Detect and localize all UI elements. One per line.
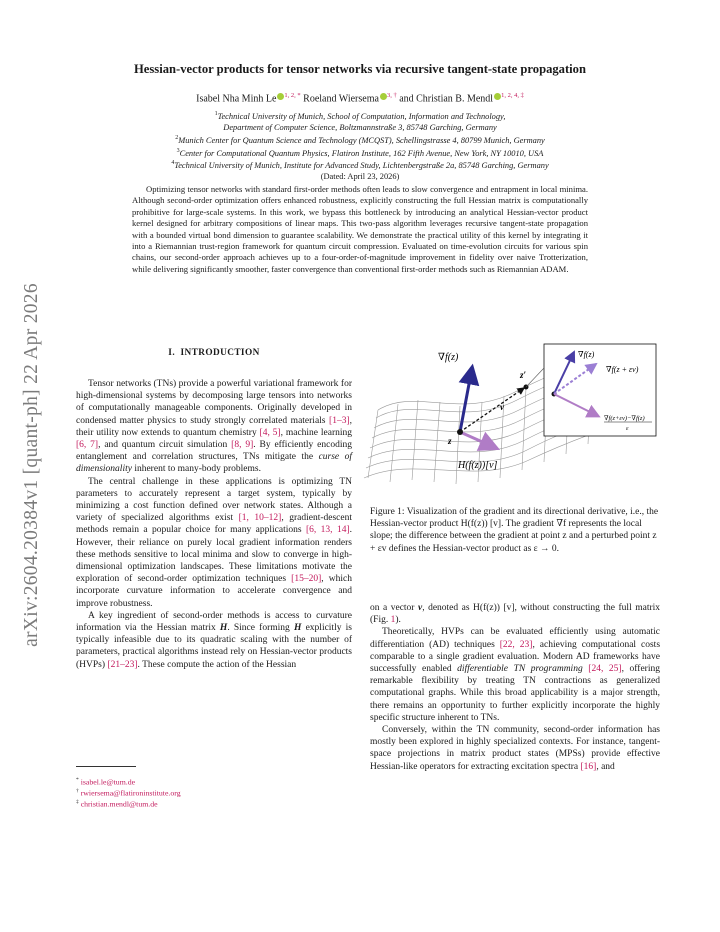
emphasis-text: curse of dimensionality bbox=[76, 452, 352, 475]
citation-link[interactable]: [24, 25] bbox=[588, 664, 622, 675]
gradient-arrow bbox=[460, 368, 472, 432]
citation-link[interactable]: 1 bbox=[390, 615, 396, 626]
text-run: . By efficiently encoding entanglement and correlation structures, TNs mitigate the bbox=[76, 440, 352, 463]
affiliation-line: $^2$Munich Center for Quantum Science and Technology (MCQST), Schellingstrasse 4, 80799 Munich, Germany bbox=[175, 134, 545, 145]
text-run: , and quantum circuit simulation bbox=[98, 440, 232, 451]
inset-label-fraction-denominator: ε bbox=[626, 425, 629, 432]
email-link[interactable]: christian.mendl@tum.de bbox=[80, 799, 158, 809]
citation-link[interactable]: [15–20] bbox=[291, 574, 322, 585]
citation-link[interactable]: [1, 10–12] bbox=[238, 513, 282, 524]
citation-link[interactable]: [4, 5] bbox=[259, 427, 281, 438]
label-v: v bbox=[500, 402, 504, 412]
perturbation-arrow bbox=[460, 388, 524, 432]
citation-link[interactable]: [16] bbox=[580, 761, 597, 772]
affiliation-line: Department of Computer Science, Boltzmannstraße 3, 85748 Garching, Germany bbox=[223, 122, 497, 132]
text-run: , achieving computational costs comparable to a single gradient evaluation. Modern AD frameworks have successfully enabled bbox=[370, 639, 661, 675]
inset-label-gradient: ∇f(z) bbox=[578, 350, 595, 359]
author-name: Christian B. Mendl bbox=[416, 93, 494, 105]
affiliations bbox=[60, 109, 660, 182]
math-symbol: H bbox=[294, 623, 302, 634]
text-run: , gradient-descent methods remain a popular choice for many applications bbox=[76, 513, 352, 536]
paper-title: Hessian-vector products for tensor networks via recursive tangent-state propagation bbox=[134, 62, 586, 76]
label-gradient: ∇f(z) bbox=[438, 352, 459, 363]
text-run: , denoted as H(f(z)) [v], without constructing the full matrix (Fig. bbox=[370, 603, 661, 626]
figure-caption: Figure 1: Visualization of the gradient and its directional derivative, i.e., the Hessian-vector product H(f(z)) [v]. The gradient ∇f represents the local slope; the difference between the gradient at point z and a perturbed point z + εv defines the Hessian-vector product as ε → 0. bbox=[370, 507, 659, 554]
text-run: , their utility now extends to quantum chemistry bbox=[76, 415, 352, 438]
inset-label-perturbed-gradient: ∇f(z + εv) bbox=[606, 365, 639, 374]
inset-label-fraction-numerator: ∇f(z+εv)−∇f(z) bbox=[604, 415, 645, 422]
label-z-prime: z′ bbox=[520, 370, 527, 380]
figure-hessian-vector-product bbox=[360, 340, 660, 490]
text-run: , machine learning bbox=[280, 427, 352, 438]
citation-link[interactable]: [22, 23] bbox=[499, 639, 533, 650]
text-run: The central challenge in these applications is optimizing TN parameters to accurately represent a target system, typically by minimizing a cost function defined over network states. Although a variety of specialized algorithms exist bbox=[76, 476, 352, 524]
paragraph bbox=[370, 724, 660, 773]
left-column-text bbox=[76, 378, 352, 671]
citation-link[interactable]: [1–3] bbox=[329, 415, 350, 426]
paragraph bbox=[370, 626, 660, 724]
paragraph bbox=[76, 476, 352, 610]
text-run: ). bbox=[395, 615, 401, 626]
paragraph bbox=[76, 378, 352, 476]
text-run: , which incorporate curvature information to accelerate convergence and improve robustness. bbox=[76, 574, 352, 609]
author-marks[interactable]: 3, † bbox=[386, 92, 397, 99]
author-conjunction: and bbox=[399, 93, 414, 105]
section-heading: I. INTRODUCTION bbox=[168, 348, 260, 358]
text-run: Tensor networks (TNs) provide a powerful variational framework for high-dimensional systems by decomposing large tensors into networks of computationally manageable components. Originally developed in condensed matter physics to study strongly correlated materials bbox=[76, 379, 352, 426]
abstract: Optimizing tensor networks with standard first-order methods often leads to slow convergence and entrapment in local minima. Although second-order optimization offers enhanced robustness, explicitly constructing the full Hessian matrix is computationally prohibitive for large-scale systems. In this work, we bypass this bottleneck by introducing an analytical Hessian-vector product kernel designed for arbitrary compositions of linear maps. This two-pass algorithm leverages recursive tangent-state propagation with a bounded virtual bond dimension to guarantee scalability. We demonstrate the practical utility of this kernel by integrating it into a Riemannian trust-region framework for quantum circuit compression. Evaluated on time-evolution circuits for various spin chains, our second-order approach achieves up to a four-order-of-magnitude improvement in fidelity over naive Trotterization, while delivering significantly smoother, faster convergence than conventional first-order methods such as Riemannian ADAM. bbox=[132, 184, 588, 274]
author-marks[interactable]: 1, 2, 4, ‡ bbox=[501, 92, 524, 99]
label-z: z bbox=[448, 436, 452, 446]
citation-link[interactable]: [6, 13, 14] bbox=[305, 525, 350, 536]
emphasis-text: differentiable TN programming bbox=[457, 664, 583, 675]
text-run: explicitly is typically infeasible due to its quadratic scaling with the number of parameters, practical algorithms instead rely on Hessian-vector products (HVPs) bbox=[76, 623, 352, 670]
orcid-icon[interactable] bbox=[380, 93, 387, 100]
text-run: . These compute the action of the Hessian bbox=[137, 659, 297, 670]
author-marks[interactable]: 1, 2, * bbox=[284, 92, 301, 99]
author-name: Isabel Nha Minh Le bbox=[196, 93, 277, 105]
inset-connector bbox=[526, 368, 544, 387]
math-symbol: H bbox=[219, 623, 228, 634]
footnote: ‡ christian.mendl@tum.de bbox=[76, 799, 158, 809]
footnote: * isabel.le@tum.de bbox=[76, 777, 136, 787]
right-column-text bbox=[370, 602, 660, 773]
text-run: , offering remarkable flexibility by treating TN contractions as generalized computational graphs. While this broad applicability is a major strength, there remains an opportunity to further explicitly incorporate the highly specific structure inherent to TNs. bbox=[370, 664, 660, 723]
footnote-rule bbox=[76, 766, 136, 767]
paragraph bbox=[370, 602, 660, 626]
point-z bbox=[457, 429, 463, 435]
footnotes bbox=[76, 776, 352, 810]
citation-link[interactable]: [6, 7] bbox=[76, 440, 99, 451]
text-run: Theoretically, HVPs can be evaluated efficiently using automatic differentiation (AD) techniques bbox=[370, 627, 660, 650]
text-run: , and bbox=[596, 761, 615, 772]
date-line: (Dated: April 23, 2026) bbox=[320, 172, 400, 182]
citation-link[interactable]: [21–23] bbox=[107, 659, 138, 670]
text-run: inherent to many-body problems. bbox=[131, 464, 261, 475]
text-run: A key ingredient of second-order methods is access to curvature information via the Hessian matrix bbox=[76, 610, 352, 634]
text-run: on a vector bbox=[370, 603, 418, 613]
text-run: . However, their reliance on purely local gradient information renders these methods sensitive to local minima and slow to converge in high-dimensional optimization landscapes. These limitations motivate the exploration of second-order optimization techniques bbox=[76, 525, 352, 585]
affiliation-line: $^1$Technical University of Munich, School of Computation, Information and Technology, bbox=[214, 111, 506, 121]
affiliation-line: $^3$Center for Computational Quantum Physics, Flatiron Institute, 162 Fifth Avenue, New York, NY 10010, USA bbox=[176, 147, 544, 158]
text-run: Conversely, within the TN community, second-order information has mostly been explored in highly specialized contexts. For instance, tangent-space projections in matrix product states (MPSs) provide effective Hessian-like operators for extracting excitation spectra bbox=[370, 725, 660, 772]
math-symbol: v bbox=[417, 603, 423, 613]
label-hvp: H(f(z))[v] bbox=[458, 460, 498, 471]
email-link[interactable]: rwiersema@flatironinstitute.org bbox=[80, 788, 181, 798]
author-list bbox=[60, 92, 660, 104]
affiliation-line: $^4$Technical University of Munich, Institute for Advanced Study, Lichtenbergstraße 2a, 85748 Garching, Germany bbox=[171, 160, 549, 171]
arxiv-identifier: arXiv:2604.20384v1 [quant-ph] 22 Apr 2026 bbox=[21, 283, 42, 647]
text-run: . Since forming bbox=[227, 623, 294, 634]
paragraph bbox=[76, 610, 352, 671]
hvp-arrow bbox=[460, 432, 496, 448]
author-name: Roeland Wiersema bbox=[303, 93, 379, 105]
footnote: † rwiersema@flatironinstitute.org bbox=[76, 788, 181, 798]
citation-link[interactable]: [8, 9] bbox=[231, 440, 254, 451]
email-link[interactable]: isabel.le@tum.de bbox=[80, 777, 136, 787]
